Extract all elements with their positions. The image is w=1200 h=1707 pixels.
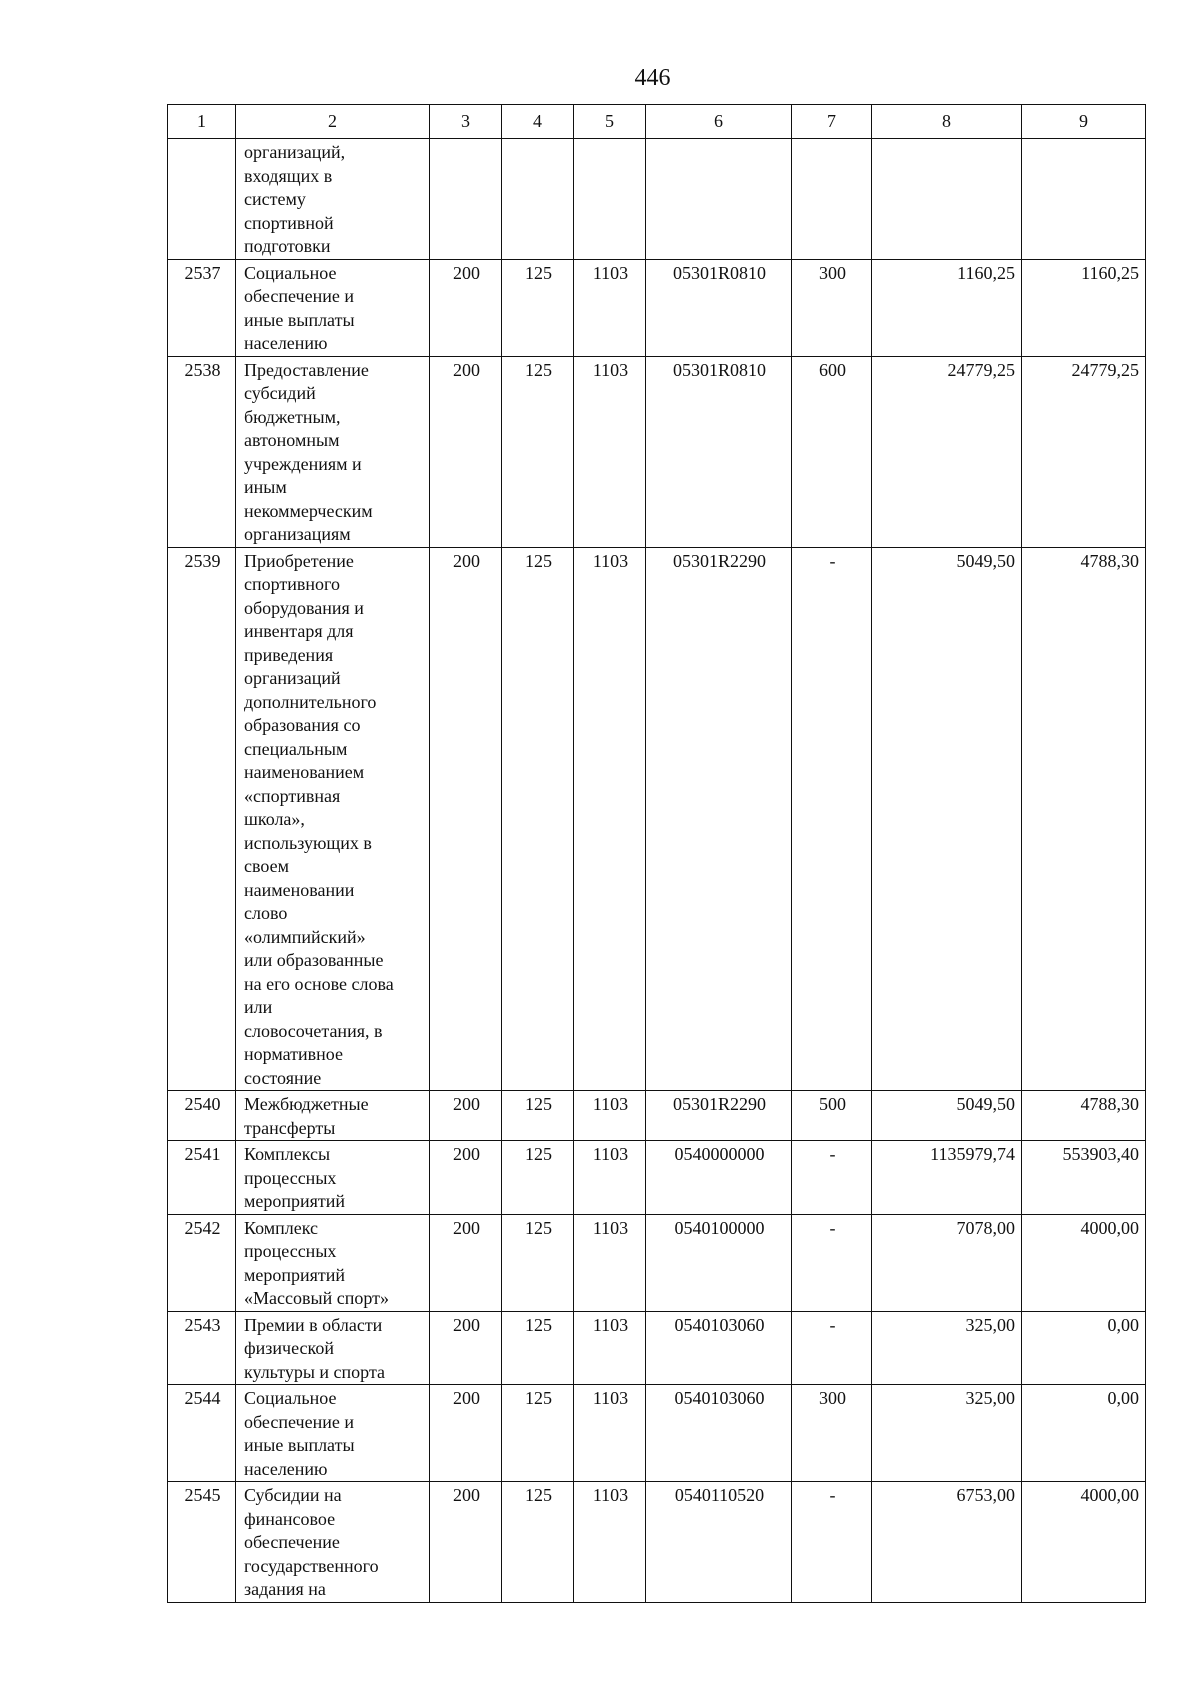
code-col-5: 1103 [574,1311,646,1385]
row-number: 2542 [168,1214,236,1311]
table-row [168,259,1146,356]
target-article-code: 0540103060 [646,1385,792,1482]
code-col-3: 200 [430,1385,502,1482]
amount-col-8: 6753,00 [872,1482,1022,1603]
amount-col-8: 1160,25 [872,259,1022,356]
code-col-4: 125 [502,1214,574,1311]
table-row [168,1482,1146,1603]
row-number: 2545 [168,1482,236,1603]
amount-col-8: 5049,50 [872,547,1022,1091]
code-col-4: 125 [502,356,574,547]
code-col-3: 200 [430,259,502,356]
column-number-row [168,105,1146,139]
table-row [168,356,1146,547]
table-header [168,105,1146,139]
amount-col-8: 325,00 [872,1385,1022,1482]
row-name: Предоставление субсидий бюджетным, автономным учреждениям и иным некоммерческим организациям [236,356,430,547]
row-number: 2537 [168,259,236,356]
expense-type-code: - [792,547,872,1091]
amount-col-8: 24779,25 [872,356,1022,547]
amount-col-9: 0,00 [1022,1385,1146,1482]
expense-type-code: 500 [792,1091,872,1141]
amount-col-8: 325,00 [872,1311,1022,1385]
table-row [168,139,1146,260]
code-col-5: 1103 [574,259,646,356]
column-header: 6 [646,105,792,139]
budget-table [167,104,1146,1603]
code-col-5: 1103 [574,1141,646,1215]
table-row [168,1214,1146,1311]
row-number: 2539 [168,547,236,1091]
amount-col-9: 1160,25 [1022,259,1146,356]
target-article-code: 05301R2290 [646,1091,792,1141]
amount-col-8 [872,139,1022,260]
target-article-code: 05301R0810 [646,259,792,356]
target-article-code: 0540103060 [646,1311,792,1385]
column-header: 4 [502,105,574,139]
code-col-4: 125 [502,1385,574,1482]
row-name: организаций, входящих в систему спортивной подготовки [236,139,430,260]
code-col-4 [502,139,574,260]
row-number: 2540 [168,1091,236,1141]
code-col-3: 200 [430,547,502,1091]
amount-col-9: 4788,30 [1022,1091,1146,1141]
column-header: 5 [574,105,646,139]
expense-type-code: - [792,1482,872,1603]
code-col-4: 125 [502,1091,574,1141]
code-col-4: 125 [502,259,574,356]
amount-col-9 [1022,139,1146,260]
row-name: Приобретение спортивного оборудования и инвентаря для приведения организаций дополнительного образования со специальным наименованием «спортивная школа», использующих в своем наименовании слово «олимпийский» или образованные на его основе слова или словосочетания, в нормативное состояние [236,547,430,1091]
row-name: Межбюджетные трансферты [236,1091,430,1141]
code-col-5: 1103 [574,1482,646,1603]
expense-type-code: 600 [792,356,872,547]
row-number: 2544 [168,1385,236,1482]
row-name: Социальное обеспечение и иные выплаты населению [236,259,430,356]
target-article-code: 05301R0810 [646,356,792,547]
row-number: 2541 [168,1141,236,1215]
code-col-4: 125 [502,1141,574,1215]
row-name: Социальное обеспечение и иные выплаты населению [236,1385,430,1482]
code-col-3 [430,139,502,260]
table-row [168,1141,1146,1215]
expense-type-code: - [792,1214,872,1311]
column-header: 8 [872,105,1022,139]
row-name: Комплекс процессных мероприятий «Массовый спорт» [236,1214,430,1311]
amount-col-8: 5049,50 [872,1091,1022,1141]
code-col-4: 125 [502,547,574,1091]
code-col-4: 125 [502,1311,574,1385]
code-col-3: 200 [430,1091,502,1141]
row-name: Комплексы процессных мероприятий [236,1141,430,1215]
expense-type-code: 300 [792,259,872,356]
table-body [168,139,1146,1603]
row-number: 2538 [168,356,236,547]
code-col-3: 200 [430,1311,502,1385]
target-article-code: 0540000000 [646,1141,792,1215]
amount-col-8: 7078,00 [872,1214,1022,1311]
amount-col-9: 24779,25 [1022,356,1146,547]
amount-col-9: 553903,40 [1022,1141,1146,1215]
code-col-5 [574,139,646,260]
code-col-5: 1103 [574,1385,646,1482]
amount-col-9: 4788,30 [1022,547,1146,1091]
code-col-3: 200 [430,1214,502,1311]
target-article-code: 0540100000 [646,1214,792,1311]
amount-col-8: 1135979,74 [872,1141,1022,1215]
row-number: 2543 [168,1311,236,1385]
table-row [168,1091,1146,1141]
code-col-5: 1103 [574,356,646,547]
row-name: Премии в области физической культуры и спорта [236,1311,430,1385]
amount-col-9: 4000,00 [1022,1214,1146,1311]
target-article-code [646,139,792,260]
amount-col-9: 4000,00 [1022,1482,1146,1603]
table-row [168,1311,1146,1385]
row-number [168,139,236,260]
row-name: Субсидии на финансовое обеспечение государственного задания на [236,1482,430,1603]
column-header: 9 [1022,105,1146,139]
code-col-3: 200 [430,1482,502,1603]
table-row [168,547,1146,1091]
expense-type-code [792,139,872,260]
column-header: 3 [430,105,502,139]
expense-type-code: - [792,1311,872,1385]
code-col-5: 1103 [574,1214,646,1311]
column-header: 1 [168,105,236,139]
code-col-3: 200 [430,356,502,547]
table-row [168,1385,1146,1482]
target-article-code: 05301R2290 [646,547,792,1091]
code-col-4: 125 [502,1482,574,1603]
column-header: 7 [792,105,872,139]
target-article-code: 0540110520 [646,1482,792,1603]
expense-type-code: - [792,1141,872,1215]
code-col-5: 1103 [574,547,646,1091]
expense-type-code: 300 [792,1385,872,1482]
amount-col-9: 0,00 [1022,1311,1146,1385]
code-col-5: 1103 [574,1091,646,1141]
page-number: 446 [634,65,671,91]
column-header: 2 [236,105,430,139]
code-col-3: 200 [430,1141,502,1215]
